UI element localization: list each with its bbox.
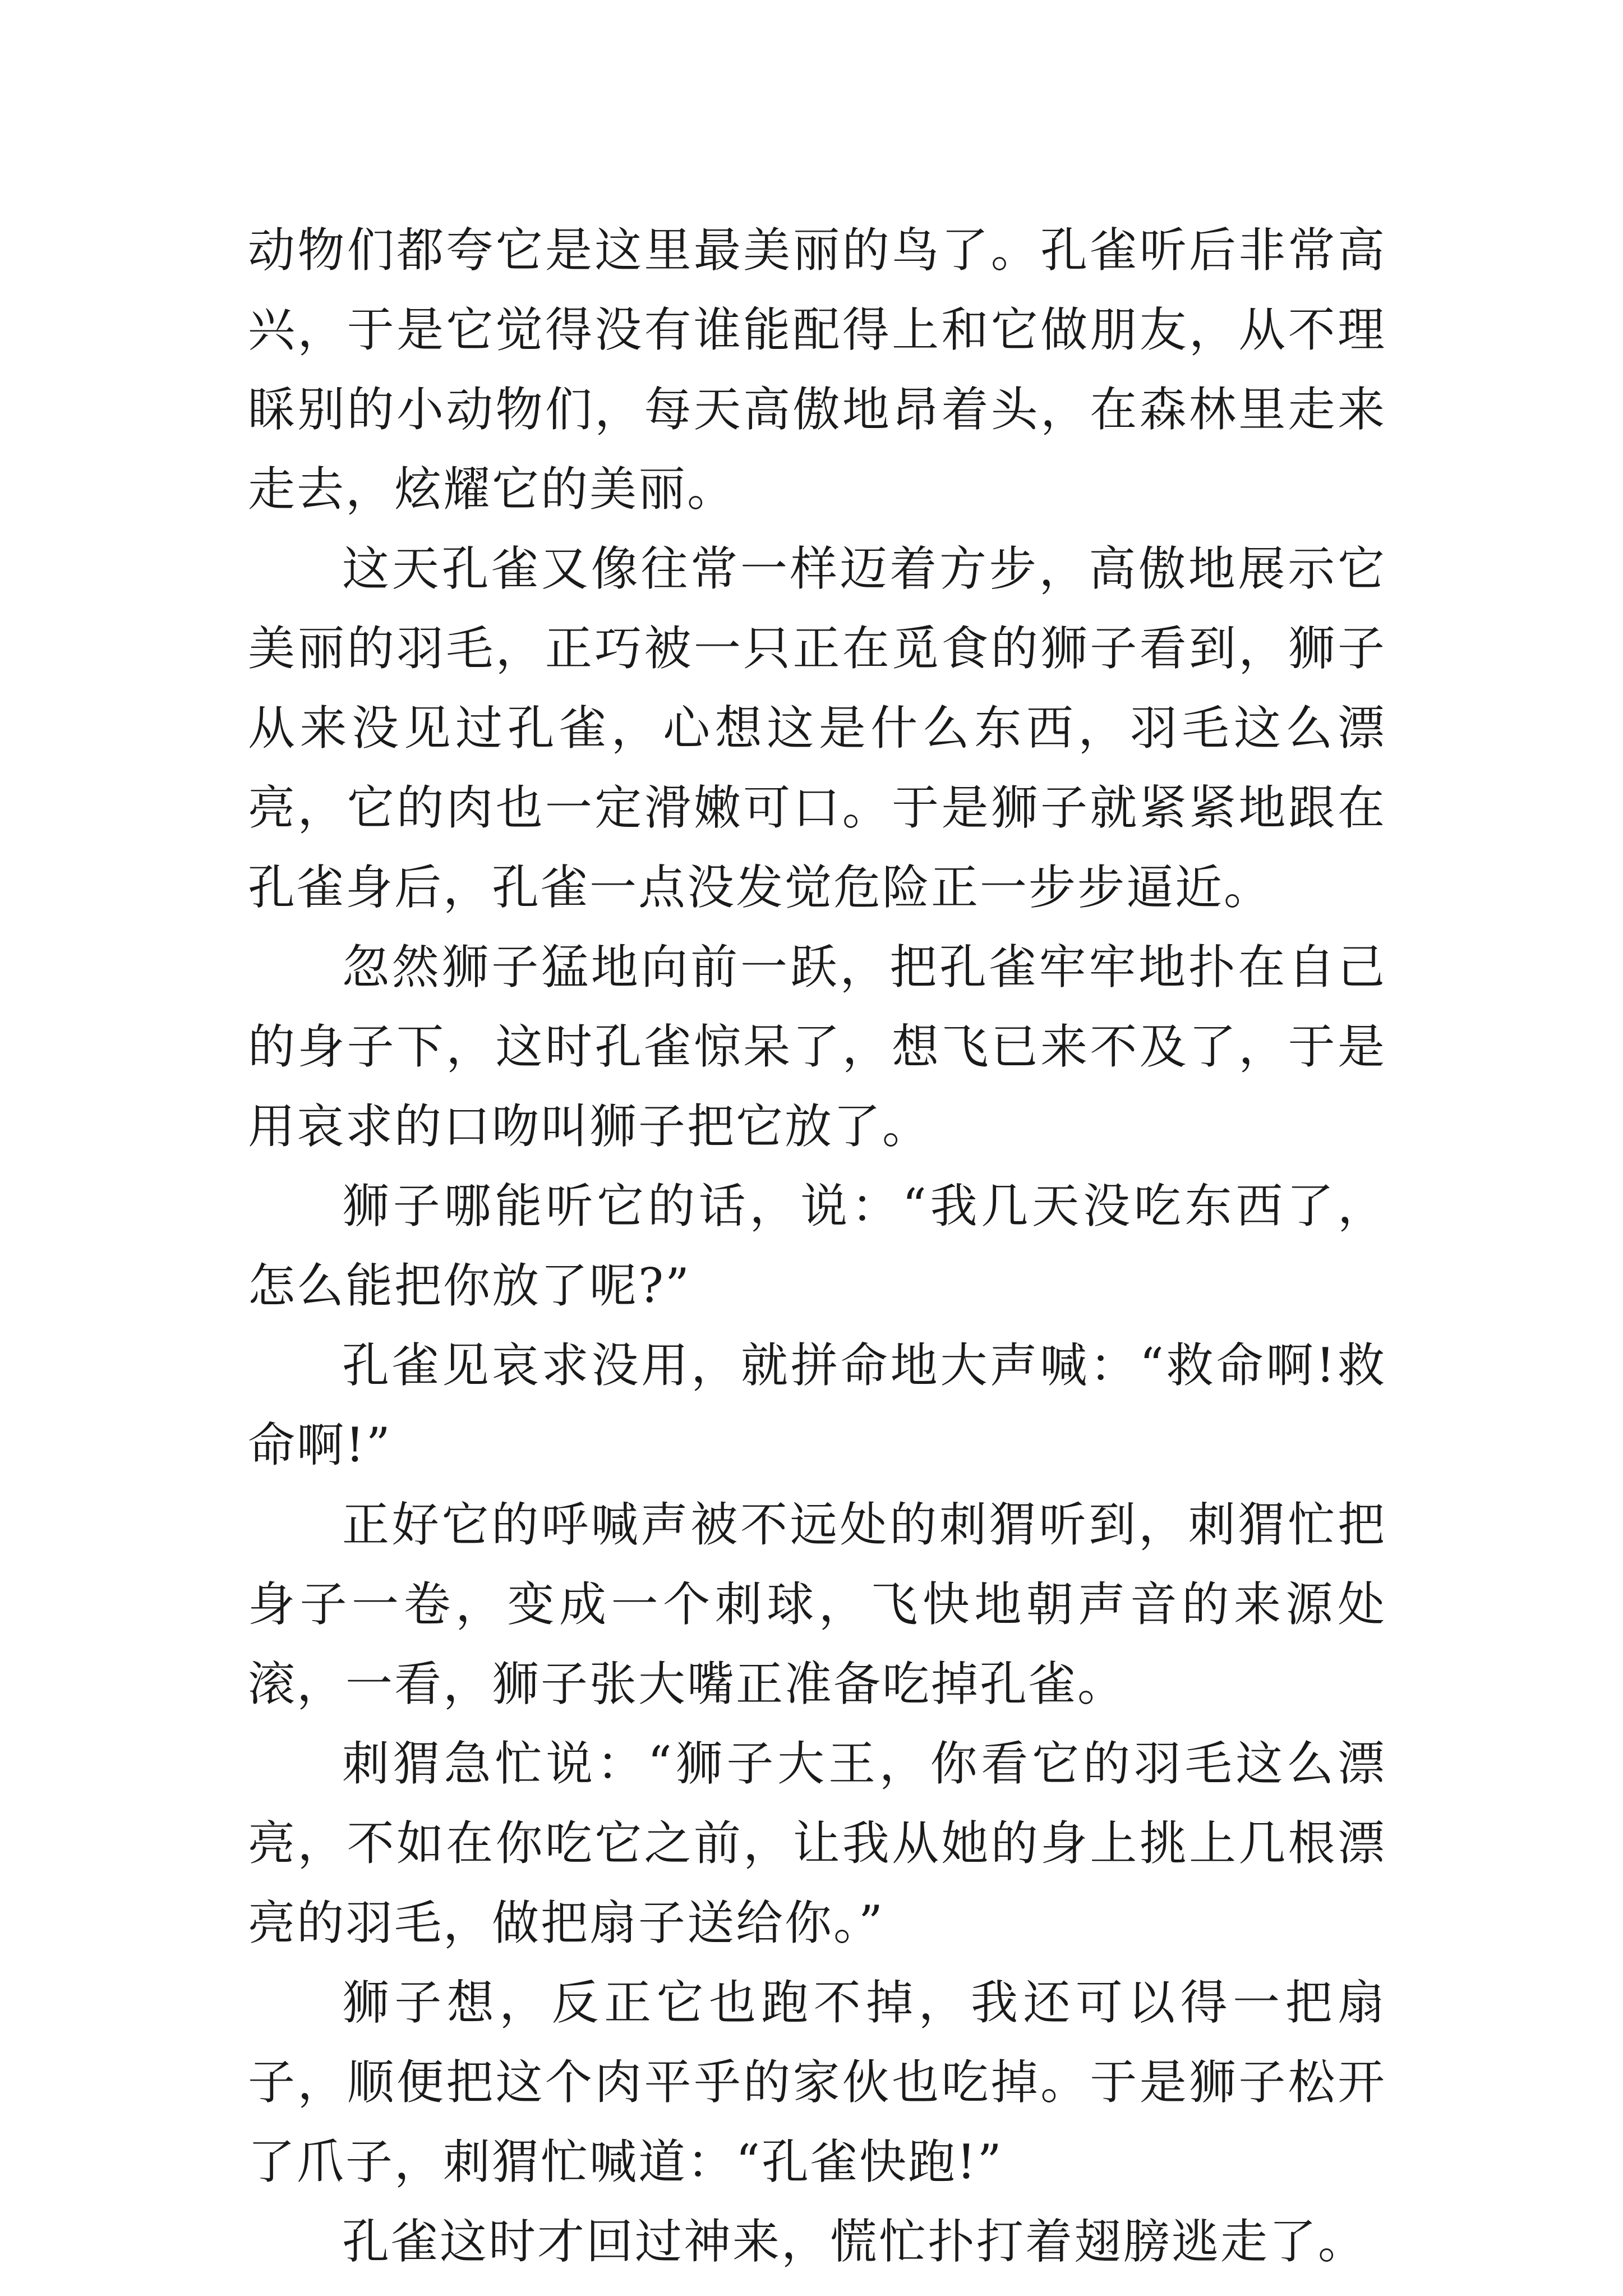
paragraph: 狮子想，反正它也跑不掉，我还可以得一把扇子，顺便把这个肉平乎的家伙也吃掉。于是狮子松开了爪子，刺猬忙喊道：“孔雀快跑!” [248,1975,1386,2189]
story-text [248,210,1386,2281]
paragraph: 孔雀这时才回过神来，慌忙扑打着翅膀逃走了。 [342,2214,1367,2269]
paragraph: 正好它的呼喊声被不远处的刺猬听到，刺猬忙把身子一卷，变成一个刺球，飞快地朝声音的来源处滚，一看，狮子张大嘴正准备吃掉孔雀。 [248,1497,1386,1711]
paragraph: 忽然狮子猛地向前一跃，把孔雀牢牢地扑在自己的身子下，这时孔雀惊呆了，想飞已来不及了，于是用哀求的口吻叫狮子把它放了。 [248,940,1386,1154]
paragraph-continued: 动物们都夸它是这里最美丽的鸟了。孔雀听后非常高兴，于是它觉得没有谁能配得上和它做朋友，从不理睬别的小动物们，每天高傲地昂着头，在森林里走来走去，炫耀它的美丽。 [248,223,1386,517]
paragraph: 孔雀见哀求没用，就拼命地大声喊：“救命啊!救命啊!” [248,1338,1386,1473]
paragraph: 这天孔雀又像往常一样迈着方步，高傲地展示它美丽的羽毛，正巧被一只正在觅食的狮子看到，狮子从来没见过孔雀，心想这是什么东西，羽毛这么漂亮，它的肉也一定滑嫩可口。于是狮子就紧紧地跟在孔雀身后，孔雀一点没发觉危险正一步步逼近。 [248,541,1386,915]
paragraph: 刺猬急忙说：“狮子大王，你看它的羽毛这么漂亮，不如在你吃它之前，让我从她的身上挑上几根漂亮的羽毛，做把扇子送给你。” [248,1736,1386,1950]
paragraph: 狮子哪能听它的话，说：“我几天没吃东西了，怎么能把你放了呢?” [248,1179,1386,1313]
